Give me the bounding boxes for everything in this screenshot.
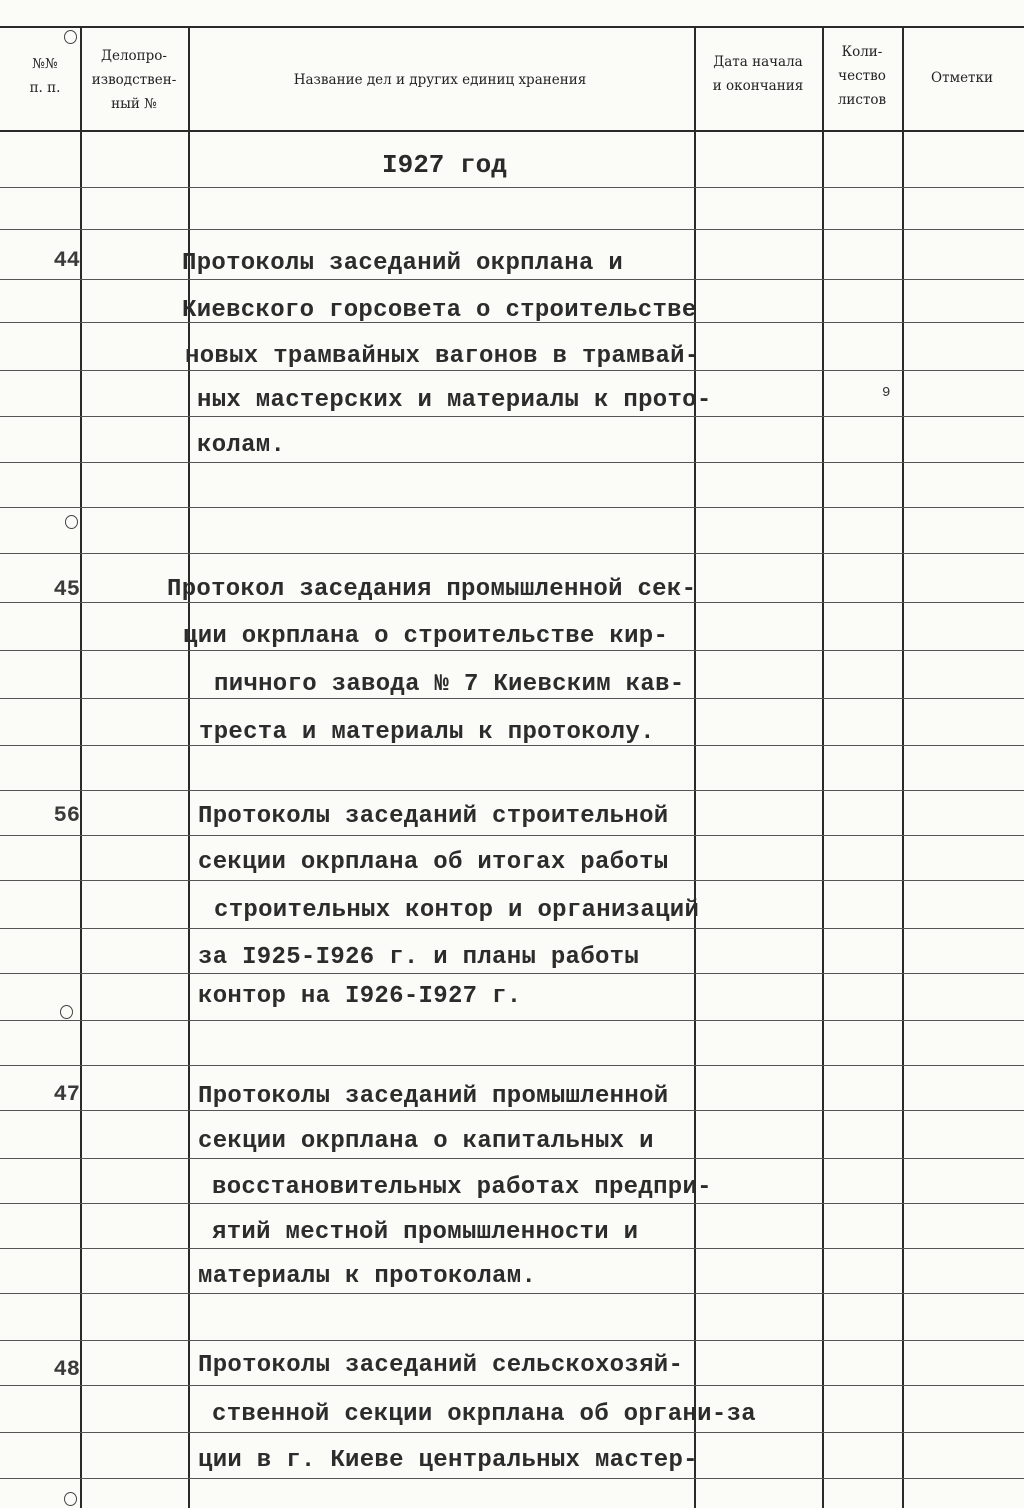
entry-title-line: Протокол заседания промышленной сек-	[167, 576, 697, 603]
entry-title-line: строительных контор и организаций	[214, 897, 700, 924]
column-divider-1	[80, 26, 82, 1508]
entry-number: 47	[53, 1082, 80, 1107]
entry-title-line: ции окрплана о строительстве кир-	[183, 623, 669, 650]
punch-hole-top	[64, 30, 77, 44]
entry-title-line: Протоколы заседаний промышленной	[198, 1083, 669, 1110]
entry-sheets-count: 9	[882, 385, 891, 401]
entry-title-line: Протоколы заседаний сельскохозяй-	[198, 1352, 684, 1379]
header-title: Название дел и других единиц хранения	[293, 72, 587, 88]
column-divider-4	[822, 26, 824, 1508]
entry-number: 56	[53, 803, 80, 828]
header-notes: Отметки	[931, 70, 993, 86]
entry-title-line: Протоколы заседаний окрплана и	[182, 250, 624, 277]
header-bottom-border	[0, 130, 1024, 132]
header-sheets: Коли- чество листов	[837, 44, 887, 108]
header-office-number: Делопро- изводствен- ный №	[91, 48, 177, 112]
entry-title-line: Протоколы заседаний строительной	[198, 803, 669, 830]
punch-hole-lower	[60, 1005, 73, 1019]
year-heading: I927 год	[382, 150, 507, 180]
entry-title-line: ции в г. Киеве центральных мастер-	[198, 1447, 698, 1474]
entry-title-line: восстановительных работах предпри-	[212, 1174, 712, 1201]
entry-title-line: ных мастерских и материалы к прото-	[197, 387, 712, 414]
punch-hole-middle	[65, 515, 78, 529]
entry-title-line: Киевского горсовета о строительстве	[182, 297, 697, 324]
entry-title-line: ятий местной промышленности и	[212, 1219, 639, 1246]
entry-number: 44	[53, 248, 80, 273]
entry-title-line: секции окрплана о капитальных и	[198, 1128, 654, 1155]
entry-title-line: секции окрплана об итогах работы	[198, 849, 669, 876]
entry-title-line: пичного завода № 7 Киевским кав-	[214, 671, 685, 698]
header-number: №№ п. п.	[29, 56, 61, 96]
column-divider-2	[188, 26, 190, 1508]
entry-title-line: треста и материалы к протоколу.	[199, 719, 655, 746]
header-top-border	[0, 26, 1024, 28]
entry-number: 45	[53, 577, 80, 602]
entry-title-line: колам.	[197, 432, 286, 459]
entry-number: 48	[53, 1357, 80, 1382]
column-divider-5	[902, 26, 904, 1508]
header-dates: Дата начала и окончания	[712, 54, 804, 94]
entry-title-line: за I925-I926 г. и планы работы	[198, 944, 640, 971]
entry-title-line: ственной секции окрплана об органи-за	[212, 1401, 756, 1428]
column-divider-3	[694, 26, 696, 1508]
entry-title-line: новых трамвайных вагонов в трамвай-	[185, 343, 700, 370]
entry-title-line: контор на I926-I927 г.	[198, 983, 522, 1010]
entry-title-line: материалы к протоколам.	[198, 1263, 537, 1290]
punch-hole-bottom	[64, 1492, 77, 1506]
